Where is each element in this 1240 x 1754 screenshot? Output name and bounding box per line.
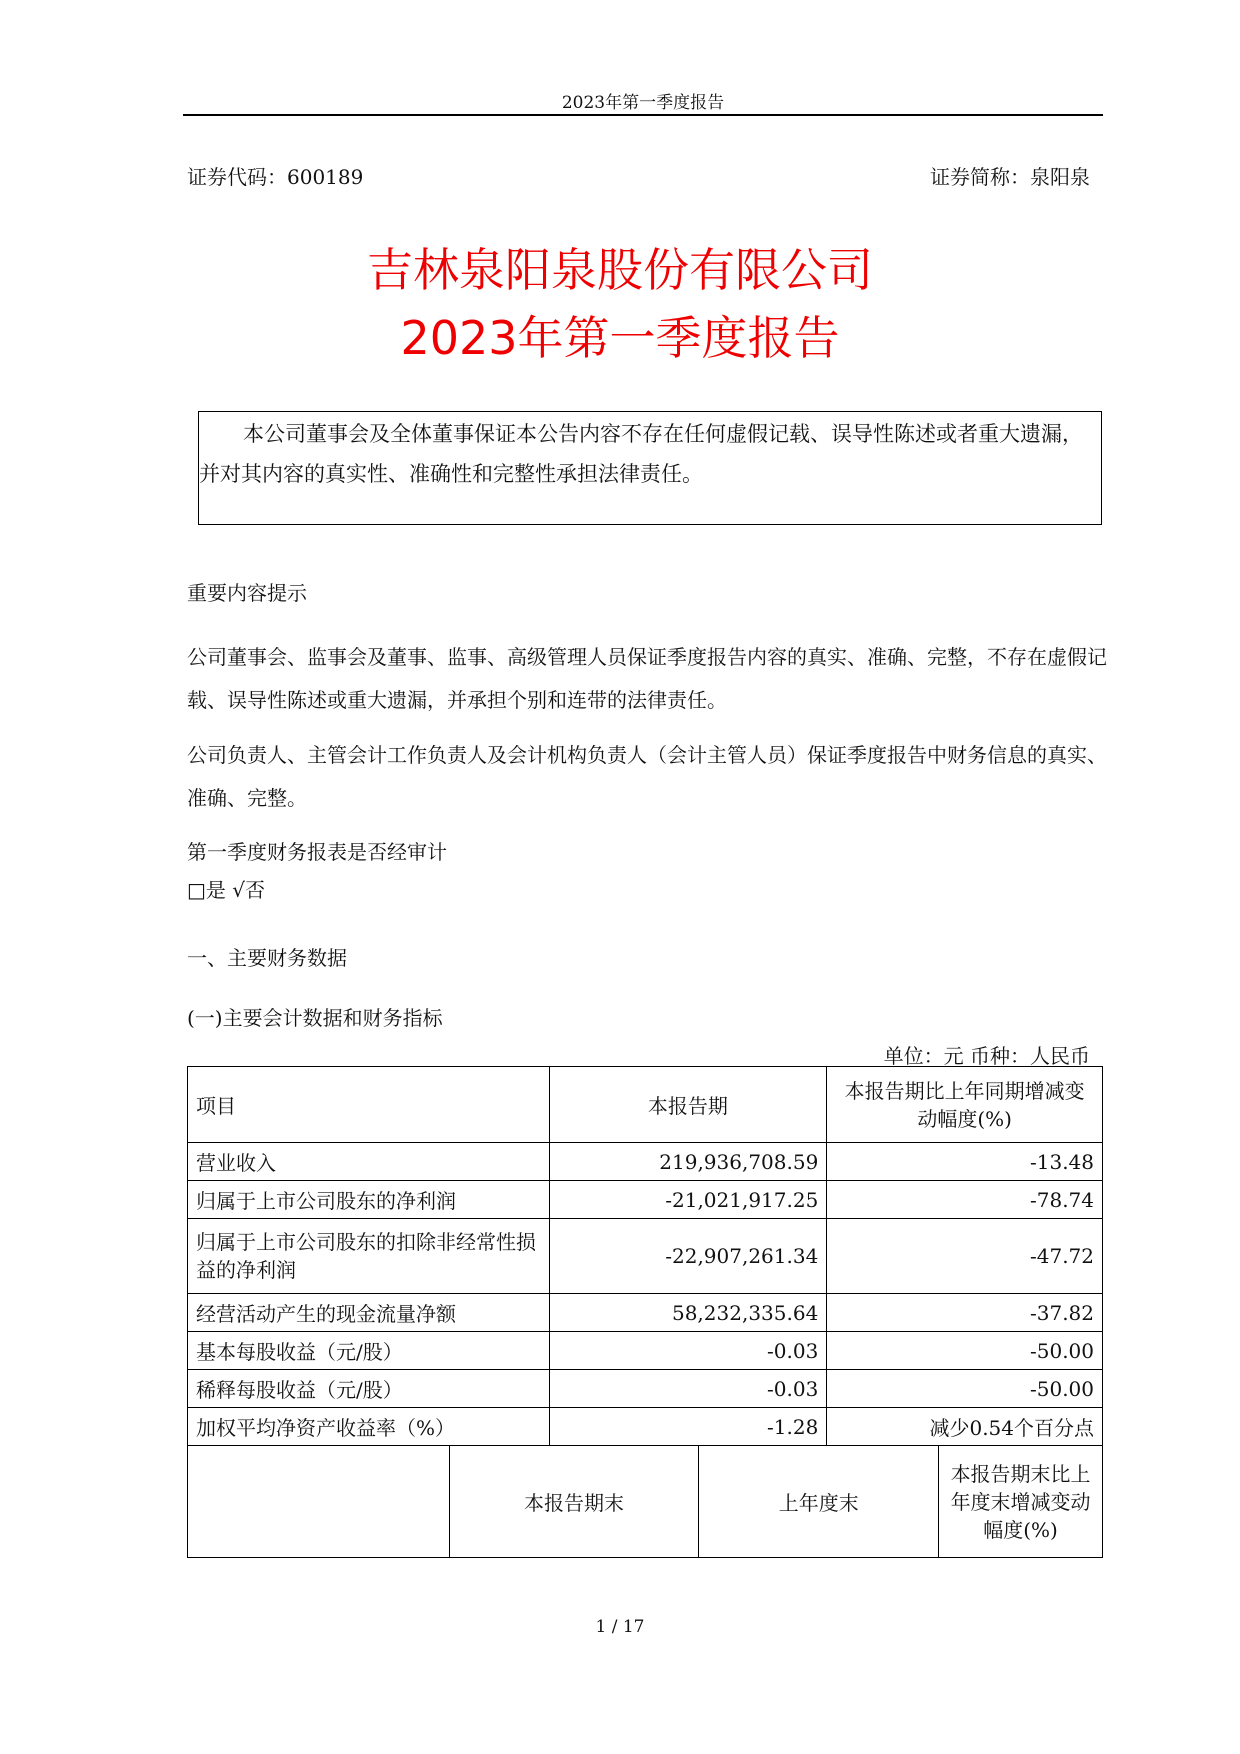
report-title: 2023年第一季度报告 (400, 311, 840, 365)
row-current: -0.03 (549, 1370, 827, 1408)
key-content-heading: 重要内容提示 (187, 581, 307, 605)
table-row (188, 1408, 1103, 1446)
financial-indicators-table (187, 1066, 1103, 1446)
row-change: -50.00 (827, 1370, 1103, 1408)
audit-question: 第一季度财务报表是否经审计 (187, 840, 447, 864)
row-item: 营业收入 (188, 1143, 550, 1181)
row-current: 219,936,708.59 (549, 1143, 827, 1181)
row-current: -1.28 (549, 1408, 827, 1446)
company-title: 吉林泉阳泉股份有限公司 (367, 243, 873, 297)
row-change: 减少0.54个百分点 (827, 1408, 1103, 1446)
section-title: 一、主要财务数据 (187, 946, 347, 970)
row-current: -21,021,917.25 (549, 1181, 827, 1219)
header-rule (183, 114, 1103, 116)
row-current: -22,907,261.34 (549, 1219, 827, 1294)
balance-period-end: 本报告期末 (449, 1446, 699, 1558)
stock-code: 证券代码：600189 (187, 165, 364, 189)
row-current: -0.03 (549, 1332, 827, 1370)
board-statement: 公司董事会、监事会及董事、监事、高级管理人员保证季度报告内容的真实、准确、完整，不存在虚假记载、误导性陈述或重大遗漏，并承担个别和连带的法律责任。 (187, 645, 1107, 712)
row-current: 58,232,335.64 (549, 1294, 827, 1332)
page-header: 2023年第一季度报告 (561, 93, 725, 113)
table-row (188, 1181, 1103, 1219)
row-item: 归属于上市公司股东的净利润 (188, 1181, 550, 1219)
table-row (188, 1332, 1103, 1370)
row-item: 基本每股收益（元/股） (188, 1332, 550, 1370)
stock-short-name: 证券简称：泉阳泉 (930, 165, 1090, 189)
row-item: 稀释每股收益（元/股） (188, 1370, 550, 1408)
audit-answer: □是 √否 (187, 878, 265, 902)
disclaimer-text: 本公司董事会及全体董事保证本公告内容不存在任何虚假记载、误导性陈述或者重大遗漏，并对其内容的真实性、准确性和完整性承担法律责任。 (199, 422, 1083, 486)
row-change: -47.72 (827, 1219, 1103, 1294)
table-row (188, 1219, 1103, 1294)
table-row (188, 1370, 1103, 1408)
header-item: 项目 (188, 1067, 550, 1143)
row-item: 加权平均净资产收益率（%） (188, 1408, 550, 1446)
disclaimer-box (198, 411, 1102, 525)
row-item: 经营活动产生的现金流量净额 (188, 1294, 550, 1332)
responsible-statement: 公司负责人、主管会计工作负责人及会计机构负责人（会计主管人员）保证季度报告中财务信息的真实、准确、完整。 (187, 743, 1107, 810)
section-subtitle: (一)主要会计数据和财务指标 (187, 1006, 443, 1030)
row-change: -78.74 (827, 1181, 1103, 1219)
row-change: -37.82 (827, 1294, 1103, 1332)
row-item: 归属于上市公司股东的扣除非经常性损益的净利润 (188, 1219, 550, 1294)
header-change: 本报告期比上年同期增减变动幅度(%) (827, 1067, 1103, 1143)
balance-blank-cell (188, 1446, 450, 1558)
page-number: 1 / 17 (595, 1617, 645, 1637)
table-row (188, 1143, 1103, 1181)
row-change: -13.48 (827, 1143, 1103, 1181)
balance-change: 本报告期末比上年度末增减变动幅度(%) (939, 1446, 1103, 1558)
row-change: -50.00 (827, 1332, 1103, 1370)
table-row (188, 1294, 1103, 1332)
unit-note: 单位：元 币种：人民币 (883, 1044, 1090, 1068)
header-current: 本报告期 (549, 1067, 827, 1143)
balance-header-table (187, 1445, 1103, 1558)
balance-prior-year-end: 上年度末 (699, 1446, 939, 1558)
